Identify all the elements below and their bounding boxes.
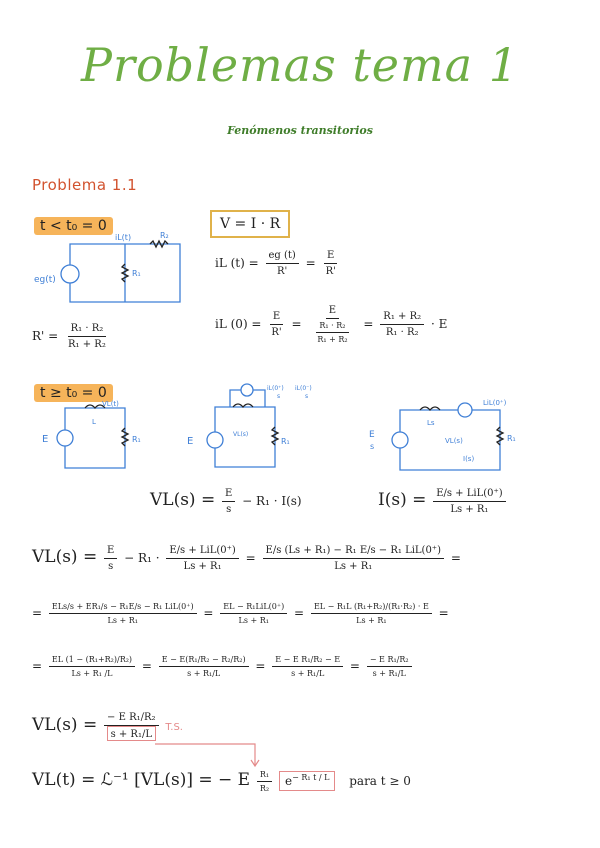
- svg-text:iL(0⁻): iL(0⁻): [295, 385, 312, 392]
- equation-vl-t: VL(t) = ℒ⁻¹ [VL(s)] = − E $\frac{\text{R₁}}{\text{R₂}}$ $e^{- R_1 t / L}$ para t ≥ 0: [32, 770, 411, 793]
- equation-il-0: iL (0) = $\frac{E}{R'}$ = $\frac{E}{\frac{\text{R₁ · R₂}}{\text{R₁ + R₂}}}$ = $\frac{\text{R₁ + R₂}}{\text{R₁ · R₂}}$ · E: [215, 305, 448, 344]
- svg-text:R₂: R₂: [160, 232, 169, 240]
- svg-text:iL(t): iL(t): [115, 233, 132, 242]
- svg-text:R₁: R₁: [132, 435, 141, 444]
- svg-text:VL(s): VL(s): [233, 431, 249, 438]
- svg-text:E: E: [42, 434, 49, 445]
- svg-text:VL(t): VL(t): [102, 400, 119, 408]
- svg-text:I(s): I(s): [463, 455, 475, 463]
- svg-text:iL(0⁺): iL(0⁺): [267, 385, 284, 392]
- equation-il-t: iL (t) = $\frac{eg (t)}{R'}$ = $\frac{E}{R'}$: [215, 250, 336, 277]
- svg-text:Ls: Ls: [427, 419, 435, 427]
- equation-vl-s-result: VL(s) = $\frac{\text{− E R₁/R₂}}{\text{s + R₁/L}}$ T.S.: [32, 712, 183, 740]
- svg-text:s: s: [277, 393, 281, 400]
- svg-text:R₁: R₁: [132, 269, 141, 278]
- equation-step-4: = $\frac{\text{EL (1 − (R₁+R₂)/R₂)}}{\text{Ls + R₁ /L}}$ = $\frac{\text{E − E(R₁/R₂ − R₂/R₂)}}{\text{s + R₁/L}}$ = $\frac{\text{E − E R₁/R₂ − E}}{\text{s + R₁/L}}$ = $\frac{\text{− E R₁/R₂}}{\text{s + R₁/L}}$: [32, 655, 415, 678]
- svg-text:s: s: [370, 442, 375, 451]
- circuit-diagram-2: [40, 398, 150, 478]
- equivalent-resistance: R' = $\frac{\text{R₁ · R₂}}{\text{R₁ + R₂}}$: [32, 323, 106, 350]
- equation-step-3: = $\frac{\text{ELs/s + ER₁/s − R₁E/s − R₁ LiL(0⁺)}}{\text{Ls + R₁}}$ = $\frac{\text{EL − R₁LiL(0⁺)}}{\text{Ls + R₁}}$ = $\frac{\text{EL − R₁L (R₁+R₂)/(R₁·R₂) · E}}{\text{Ls + R₁}}$ =: [32, 602, 449, 625]
- svg-text:L: L: [92, 418, 96, 426]
- circuit-diagram-3: [185, 382, 335, 477]
- svg-text:E: E: [187, 436, 194, 447]
- ohm-law-box: V = I · R: [210, 210, 290, 238]
- problem-heading: Problema 1.1: [32, 176, 138, 194]
- arrow-annotation: [150, 740, 270, 770]
- svg-text:LiL(0⁺): LiL(0⁺): [483, 399, 507, 407]
- svg-text:eg(t): eg(t): [34, 275, 56, 285]
- svg-text:s: s: [305, 393, 309, 400]
- page-subtitle: Fenómenos transitorios: [227, 124, 373, 137]
- equation-vl-s-2: VL(s) = $\frac{E}{s}$ − R₁ · $\frac{\text{E/s + LiL(0⁺)}}{\text{Ls + R₁}}$ = $\frac{\text{E/s (Ls + R₁) − R₁ E/s − R₁ LiL(0⁺)}}{\text{Ls + R₁}}$ =: [32, 545, 461, 572]
- equation-vl-s-1: VL(s) = $\frac{E}{s}$ − R₁ · I(s): [150, 488, 302, 515]
- page-title: Problemas tema 1: [81, 38, 519, 92]
- circuit-diagram-1: [30, 232, 190, 312]
- condition-after: t ≥ t₀ = 0: [34, 382, 113, 401]
- condition-before: t < t₀ = 0: [34, 215, 113, 234]
- svg-text:E: E: [369, 430, 375, 440]
- equation-i-s: I(s) = $\frac{\text{E/s + LiL(0⁺)}}{\text{Ls + R₁}}$: [378, 488, 509, 515]
- svg-text:R₁: R₁: [507, 434, 516, 443]
- svg-text:R₁: R₁: [281, 437, 290, 446]
- circuit-diagram-4: [365, 395, 545, 475]
- svg-text:VL(s): VL(s): [445, 437, 463, 445]
